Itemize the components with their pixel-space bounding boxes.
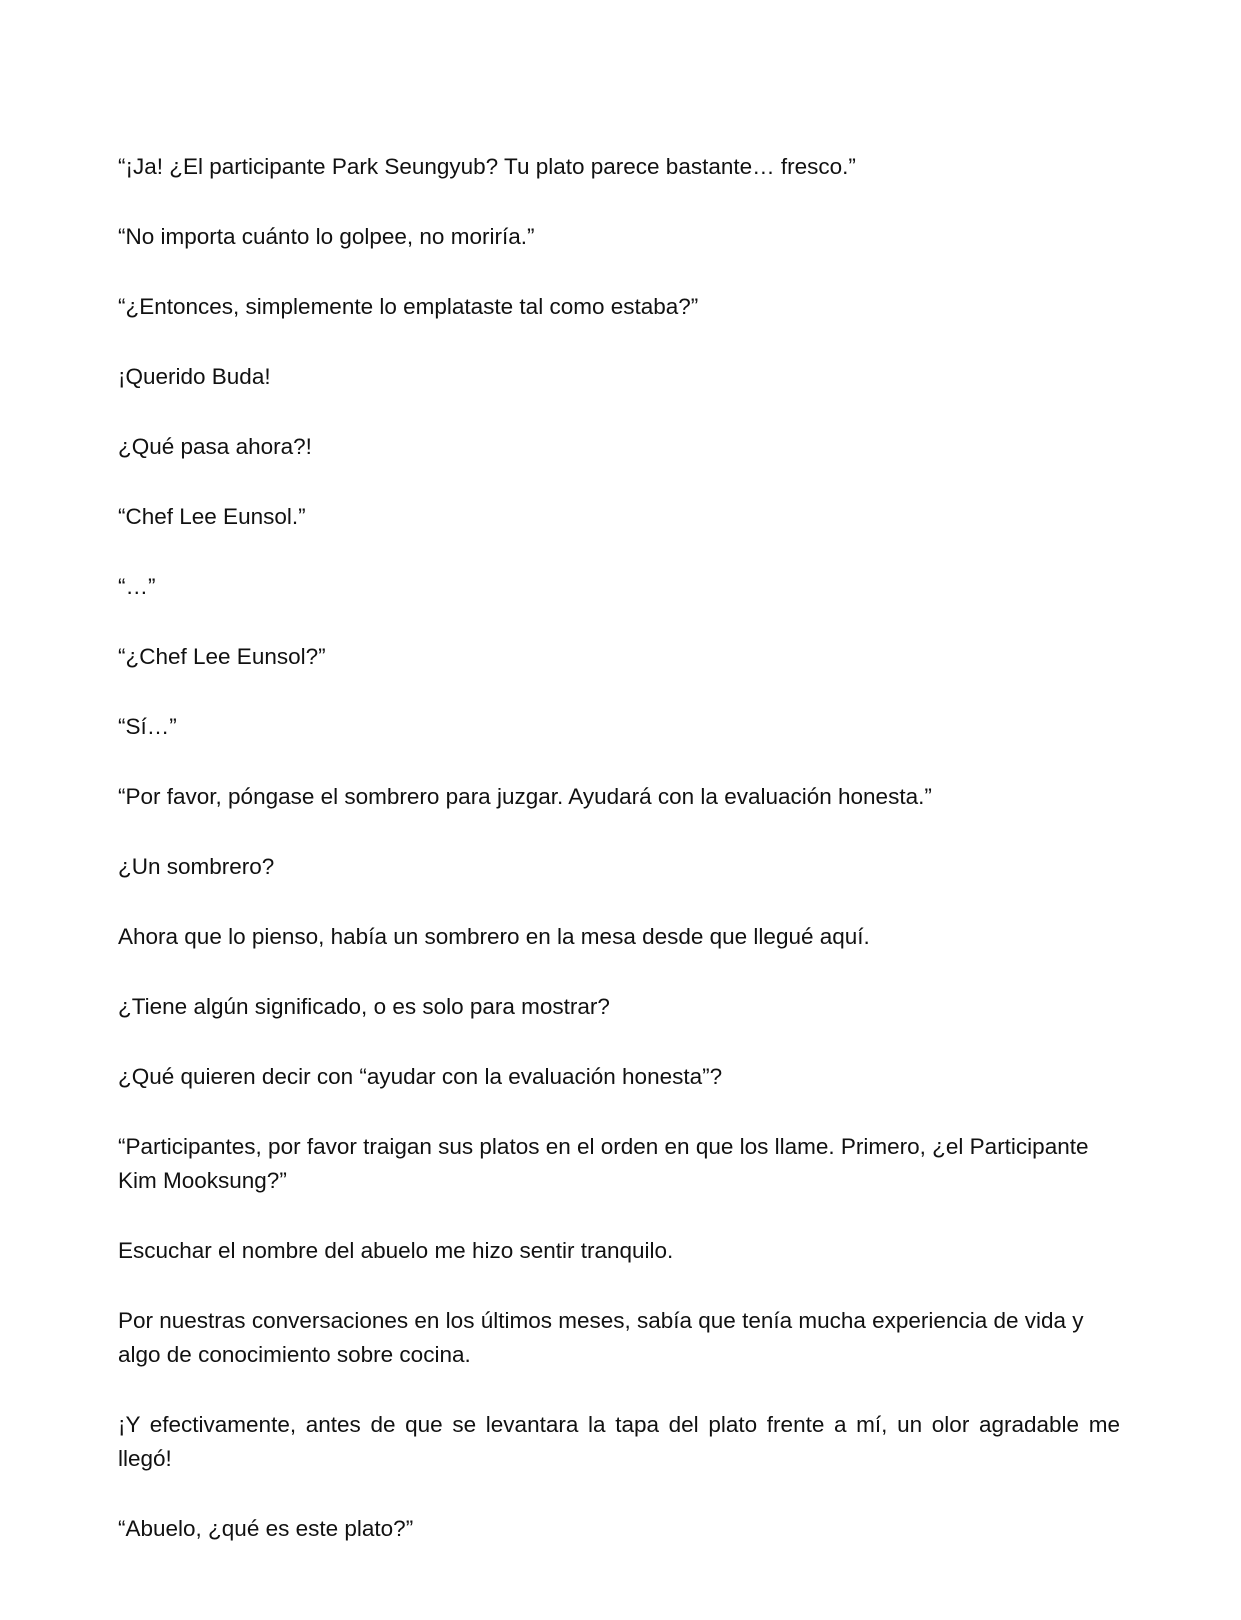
paragraph: “¿Chef Lee Eunsol?” — [118, 644, 326, 669]
paragraph: “…” — [118, 574, 156, 599]
paragraph: “¡Ja! ¿El participante Park Seungyub? Tu plato parece bastante… fresco.” — [118, 154, 856, 179]
paragraph: ¿Qué pasa ahora?! — [118, 434, 312, 459]
paragraph: “No importa cuánto lo golpee, no moriría.” — [118, 224, 535, 249]
paragraph: ¿Tiene algún significado, o es solo para mostrar? — [118, 994, 610, 1019]
paragraph: “Por favor, póngase el sombrero para juzgar. Ayudará con la evaluación honesta.” — [118, 784, 932, 809]
paragraph: “Chef Lee Eunsol.” — [118, 504, 306, 529]
paragraph: “Abuelo, ¿qué es este plato?” — [118, 1516, 414, 1541]
document-body — [118, 150, 1120, 1582]
paragraph: “Participantes, por favor traigan sus platos en el orden en que los llame. Primero, ¿el Participante Kim Mooksung?” — [118, 1134, 1089, 1193]
paragraph: Escuchar el nombre del abuelo me hizo sentir tranquilo. — [118, 1238, 674, 1263]
paragraph: “Sí…” — [118, 714, 177, 739]
paragraph: “¿Entonces, simplemente lo emplataste tal como estaba?” — [118, 294, 699, 319]
paragraph: ¿Un sombrero? — [118, 854, 275, 879]
paragraph: ¿Qué quieren decir con “ayudar con la evaluación honesta”? — [118, 1064, 723, 1089]
paragraph: Por nuestras conversaciones en los últimos meses, sabía que tenía mucha experiencia de vida y algo de conocimiento sobre cocina. — [118, 1308, 1084, 1367]
paragraph: ¡Querido Buda! — [118, 364, 271, 389]
paragraph: Ahora que lo pienso, había un sombrero en la mesa desde que llegué aquí. — [118, 924, 870, 949]
paragraph: ¡Y efectivamente, antes de que se levantara la tapa del plato frente a mí, un olor agradable me llegó! — [118, 1412, 1120, 1471]
